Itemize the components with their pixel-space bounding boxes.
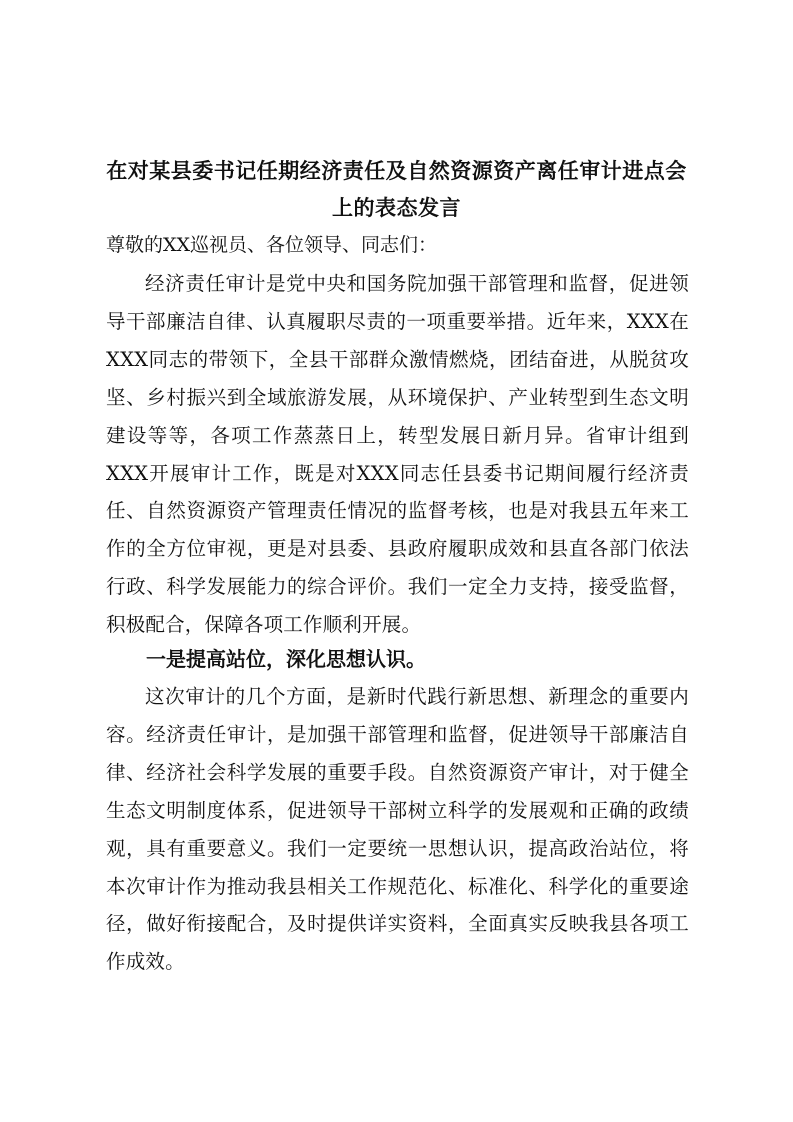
salutation: 尊敬的XX巡视员、各位领导、同志们： [106, 234, 438, 256]
document-title-line-1: 在对某县委书记任期经济责任及自然资源资产离任审计进点会 [106, 158, 687, 183]
body-paragraph-2: 这次审计的几个方面，是新时代践行新思想、新理念的重要内容。经济责任审计，是加强干部管理和监督，促进领导干部廉洁自律、经济社会科学发展的重要手段。自然资源资产审计，对于健全生态文明制度体系，促进领导干部树立科学的发展观和正确的政绩观，具有重要意义。我们一定要统一思想认识，提高政治站位，将本次审计作为推动我县相关工作规范化、标准化、科学化的重要途径，做好衔接配合，及时提供详实资料，全面真实反映我县各项工作成效。 [106, 685, 689, 974]
section-heading-1: 一是提高站位，深化思想认识。 [146, 647, 426, 671]
document-title-line-2: 上的表态发言 [332, 195, 461, 220]
body-paragraph-1: 经济责任审计是党中央和国务院加强干部管理和监督，促进领导干部廉洁自律、认真履职尽责的一项重要举措。近年来，XXX在XXX同志的带领下，全县干部群众激情燃烧，团结奋进，从脱贫攻坚、乡村振兴到全域旅游发展，从环境保护、产业转型到生态文明建设等等，各项工作蒸蒸日上，转型发展日新月异。省审计组到XXX开展审计工作，既是对XXX同志任县委书记期间履行经济责任、自然资源资产管理责任情况的监督考核，也是对我县五年来工作的全方位审视，更是对县委、县政府履职成效和县直各部门依法行政、科学发展能力的综合评价。我们一定全力支持，接受监督，积极配合，保障各项工作顺利开展。 [106, 272, 689, 637]
